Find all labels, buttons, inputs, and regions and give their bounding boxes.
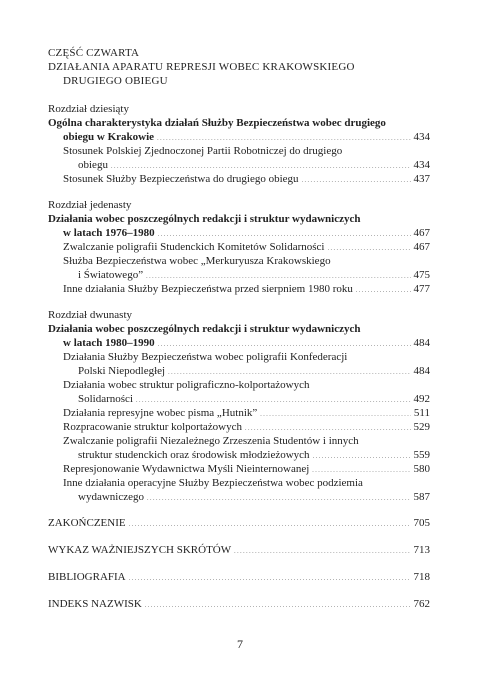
toc-entry-text: ZAKOŃCZENIE	[48, 517, 126, 529]
dot-leader	[145, 598, 411, 610]
toc-entry-text: struktur studenckich oraz środowisk młodzieżowych	[78, 449, 310, 461]
toc-entry-ch10-main[interactable]	[63, 131, 430, 143]
toc-entry-text: BIBLIOGRAFIA	[48, 571, 126, 583]
page-ref: 587	[413, 491, 430, 503]
toc-entry-ch12-sub-5[interactable]	[78, 449, 430, 461]
toc-entry-text: wydawniczego	[78, 491, 144, 503]
page-ref: 580	[413, 463, 430, 475]
chapter-12-label: Rozdział dwunasty	[48, 309, 133, 321]
chapter-10-label: Rozdział dziesiąty	[48, 103, 129, 115]
page-ref: 713	[413, 544, 430, 556]
toc-entry-text: WYKAZ WAŻNIEJSZYCH SKRÓTÓW	[48, 544, 232, 556]
toc-entry-text: INDEKS NAZWISK	[48, 598, 142, 610]
page-ref: 467	[413, 227, 430, 239]
dot-leader	[146, 269, 410, 281]
dot-leader	[328, 241, 411, 253]
toc-entry-text: Polski Niepodległej	[78, 365, 166, 377]
toc-entry-text: w latach 1980–1990	[63, 337, 155, 349]
dot-leader	[111, 159, 411, 171]
dot-leader	[158, 227, 411, 239]
chapter-11-main-line-1: Działania wobec poszczególnych redakcji i struktur wydawniczych	[48, 213, 361, 225]
dot-leader	[157, 131, 410, 143]
toc-entry-text: Solidarności	[78, 393, 133, 405]
chapter-12-sub-1-line-1: Działania Służby Bezpieczeństwa wobec poligrafii Konfederacji	[63, 351, 348, 363]
toc-entry-text: Represjonowanie Wydawnictwa Myśli Nieinternowanej	[63, 463, 310, 475]
page-ref: 437	[413, 173, 430, 185]
toc-entry-ending[interactable]	[48, 517, 430, 529]
toc-entry-index[interactable]	[48, 598, 430, 610]
page-ref: 705	[413, 517, 430, 529]
dot-leader	[260, 407, 411, 419]
toc-entry-ch10-sub-2[interactable]	[63, 173, 430, 185]
chapter-11-label: Rozdział jedenasty	[48, 199, 132, 211]
toc-entry-ch12-sub-3[interactable]	[63, 407, 430, 419]
page-ref: 718	[413, 571, 430, 583]
dot-leader	[234, 544, 410, 556]
toc-entry-ch12-sub-2[interactable]	[78, 393, 430, 405]
part-title-line-1: CZĘŚĆ CZWARTA	[48, 47, 140, 59]
page-ref: 511	[413, 407, 430, 419]
toc-entry-text: Działania represyjne wobec pisma „Hutnik”	[63, 407, 258, 419]
page-ref: 762	[413, 598, 430, 610]
toc-entry-text: Inne działania Służby Bezpieczeństwa przed sierpniem 1980 roku	[63, 283, 353, 295]
dot-leader	[129, 571, 411, 583]
toc-entry-ch11-sub-3[interactable]	[63, 283, 430, 295]
dot-leader	[302, 173, 411, 185]
page-ref: 492	[413, 393, 430, 405]
toc-entry-ch12-main[interactable]	[63, 337, 430, 349]
toc-entry-abbreviations[interactable]	[48, 544, 430, 556]
toc-entry-ch12-sub-1[interactable]	[78, 365, 430, 377]
toc-entry-text: Zwalczanie poligrafii Studenckich Komitetów Solidarności	[63, 241, 325, 253]
dot-leader	[312, 463, 410, 475]
page-ref: 477	[413, 283, 430, 295]
dot-leader	[168, 365, 410, 377]
page-ref: 434	[413, 159, 430, 171]
chapter-11-sub-2-line-1: Służba Bezpieczeństwa wobec „Merkuryusza Krakowskiego	[63, 255, 331, 267]
page-ref: 559	[413, 449, 430, 461]
page-ref: 434	[413, 131, 430, 143]
dot-leader	[313, 449, 411, 461]
page-ref: 484	[413, 365, 430, 377]
dot-leader	[147, 491, 411, 503]
dot-leader	[245, 421, 411, 433]
toc-entry-text: obiegu	[78, 159, 108, 171]
toc-entry-ch12-sub-7[interactable]	[78, 491, 430, 503]
toc-entry-text: i Światowego”	[78, 269, 144, 281]
dot-leader	[356, 283, 411, 295]
toc-entry-ch12-sub-6[interactable]	[63, 463, 430, 475]
part-title-line-2: DZIAŁANIA APARATU REPRESJI WOBEC KRAKOWSKIEGO	[48, 61, 355, 73]
chapter-10-sub-1-line-1: Stosunek Polskiej Zjednoczonej Partii Robotniczej do drugiego	[63, 145, 343, 157]
page-number: 7	[237, 637, 243, 651]
part-title-line-3: DRUGIEGO OBIEGU	[63, 75, 168, 87]
chapter-12-sub-2-line-1: Działania wobec struktur poligraficzno-kolportażowych	[63, 379, 310, 391]
toc-entry-ch12-sub-4[interactable]	[63, 421, 430, 433]
toc-entry-text: w latach 1976–1980	[63, 227, 155, 239]
toc-entry-text: obiegu w Krakowie	[63, 131, 155, 143]
toc-entry-text: Rozpracowanie struktur kolportażowych	[63, 421, 242, 433]
toc-entry-ch11-main[interactable]	[63, 227, 430, 239]
chapter-12-sub-5-line-1: Zwalczanie poligrafii Niezależnego Zrzeszenia Studentów i innych	[63, 435, 359, 447]
toc-entry-ch11-sub-1[interactable]	[63, 241, 430, 253]
chapter-12-sub-7-line-1: Inne działania operacyjne Służby Bezpieczeństwa wobec podziemia	[63, 477, 363, 489]
toc-entry-text: Stosunek Służby Bezpieczeństwa do drugiego obiegu	[63, 173, 299, 185]
chapter-10-main-line-1: Ogólna charakterystyka działań Służby Bezpieczeństwa wobec drugiego	[48, 117, 386, 129]
dot-leader	[136, 393, 411, 405]
dot-leader	[129, 517, 411, 529]
toc-entry-bibliography[interactable]	[48, 571, 430, 583]
page-ref: 475	[413, 269, 430, 281]
page-ref: 529	[413, 421, 430, 433]
page-ref: 484	[413, 337, 430, 349]
toc-entry-ch11-sub-2[interactable]	[78, 269, 430, 281]
chapter-12-main-line-1: Działania wobec poszczególnych redakcji i struktur wydawniczych	[48, 323, 361, 335]
page-ref: 467	[413, 241, 430, 253]
toc-entry-ch10-sub-1[interactable]	[78, 159, 430, 171]
dot-leader	[158, 337, 411, 349]
